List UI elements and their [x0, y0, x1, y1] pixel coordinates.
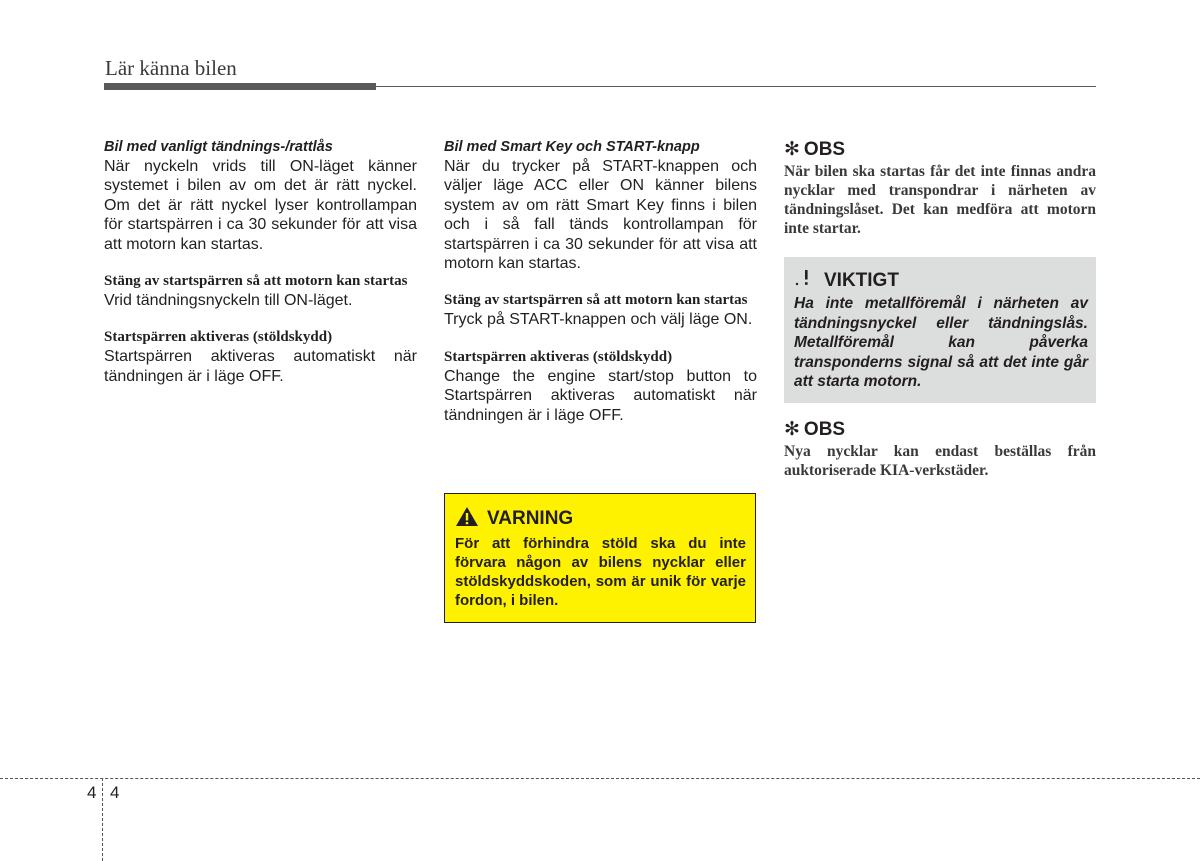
page-number: 4: [110, 783, 120, 802]
warning-triangle-icon: [455, 506, 479, 532]
standard-key-activate-heading: Startspärren aktiveras (stöldskydd): [104, 329, 333, 346]
warning-header: [455, 506, 573, 532]
obs-text-2: Nya nycklar kan endast beställas från auktoriserade KIA-verkstäder.: [784, 443, 1096, 479]
warning-label: VARNING: [487, 508, 574, 529]
standard-key-intro: När nyckeln vrids till ON-läget känner systemet i bilen av om det är rätt nyckel. Om det är rätt nyckel lyser kontrollampan för startspärren i ca 30 sekunder för att visa att motorn kan startas.: [104, 158, 417, 253]
obs-label-2: OBS: [803, 419, 846, 440]
footer-rule: [0, 778, 1200, 779]
smart-key-activate-text: Change the engine start/stop button to Startspärren aktiveras automatiskt när tändningen är i läge OFF.: [444, 367, 757, 424]
smart-key-deactivate-text: Tryck på START-knappen och välj läge ON.: [444, 311, 753, 329]
asterisk-icon: ✻: [784, 139, 800, 160]
column-smart-key: [444, 138, 757, 425]
smart-key-activate-heading: Startspärren aktiveras (stöldskydd): [444, 348, 673, 365]
column-notes: [784, 138, 1096, 238]
header-rule: [104, 86, 1096, 87]
warning-text: För att förhindra stöld ska du inte förvara någon av bilens nycklar eller stöldskyddskoden, som är unik för varje fordon, i bilen.: [455, 535, 746, 609]
smart-key-intro: När du trycker på START-knappen och väljer läge ACC eller ON känner bilens system av om rätt Smart Key finns i bilen och i så fall tänds kontrollampan för startspärren i ca 30 sekunder för att visa att motorn kan startas.: [444, 158, 757, 273]
obs-text: När bilen ska startas får det inte finnas andra nycklar med transpondrar i närheten av tändningslåset. Det kan medföra att motorn inte startar.: [784, 163, 1096, 237]
standard-key-subheading: Bil med vanligt tändnings-/rattlås: [104, 139, 333, 155]
chapter-number: 4: [87, 783, 97, 802]
important-label: VIKTIGT: [824, 269, 899, 291]
asterisk-icon: ✻: [784, 419, 800, 440]
obs-heading-2: [784, 418, 1096, 442]
important-box: [784, 257, 1096, 403]
page-header-title: Lär känna bilen: [105, 56, 237, 80]
important-header: [794, 268, 899, 293]
smart-key-subheading: Bil med Smart Key och START-knapp: [444, 139, 700, 155]
obs-heading: [784, 138, 1096, 162]
important-text: Ha inte metallföremål i närheten av tändningsnyckel eller tändningslås. Metallföremål kan påverka transponderns signal så att det inte går att starta motorn.: [794, 295, 1088, 390]
standard-key-deactivate-text: Vrid tändningsnyckeln till ON-läget.: [104, 292, 353, 310]
column-standard-key: [104, 138, 417, 386]
footer-vertical-rule: [102, 778, 103, 861]
column-notes-lower: [784, 418, 1096, 480]
standard-key-activate-text: Startspärren aktiveras automatiskt när tändningen är i läge OFF.: [104, 348, 417, 385]
exclamation-icon: [794, 268, 814, 293]
standard-key-deactivate-heading: Stäng av startspärren så att motorn kan startas: [104, 273, 408, 290]
smart-key-deactivate-heading: Stäng av startspärren så att motorn kan startas: [444, 292, 748, 309]
obs-label: OBS: [803, 139, 846, 160]
warning-box: [444, 493, 756, 623]
